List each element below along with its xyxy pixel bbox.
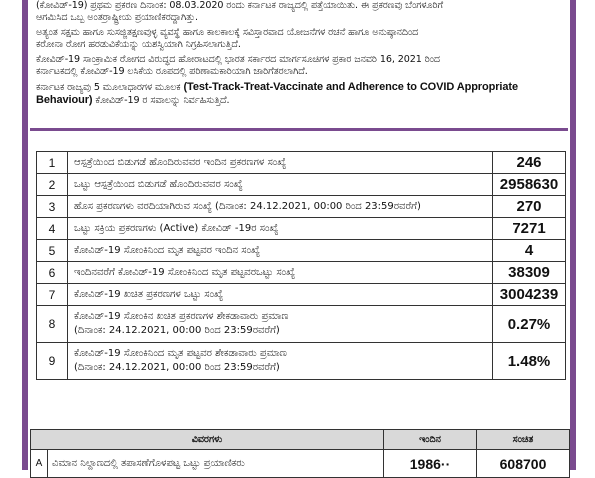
row-value: 246: [493, 152, 566, 174]
row-description-text: ಆಸ್ಪತ್ರೆಯಿಂದ ಬಿಡುಗಡೆ ಹೊಂದಿರುವವರ ಇಂದಿನ ಪ್ರಕರಣಗಳ ಸಂಖ್ಯೆ: [74, 156, 287, 168]
intro-english-text: (Test-Track-Treat-Vaccinate and Adherence to COVID Appropriate: [183, 81, 518, 93]
intro-kannada-text: ಕರ್ನಾಟಕ ರಾಜ್ಯವು 5 ಮೂಲಾಧಾರಗಳ ಮೂಲಕ: [36, 82, 181, 93]
stats-row: [37, 284, 566, 306]
row-serial-number: 1: [37, 152, 68, 174]
row-value: 270: [493, 196, 566, 218]
row-serial-number: 8: [37, 306, 68, 343]
row-value: 0.27%: [493, 306, 566, 343]
intro-line: ಕರ್ನಾಟಕದಲ್ಲಿ ಕೋವಿಡ್-19 ಲಸಿಕೆಯ ರೂಪದಲ್ಲಿ ಪರಿಣಾಮಕಾರಿಯಾಗಿ ಜಾರಿಗೆತರಲಾಗಿದೆ.: [36, 66, 308, 77]
row-serial-number: 4: [37, 218, 68, 240]
row-serial-number: 5: [37, 240, 68, 262]
left-border-bar: [22, 0, 28, 470]
row-description: [68, 196, 493, 218]
row-value: 4: [493, 240, 566, 262]
row-serial-number: 2: [37, 174, 68, 196]
stats-row: [37, 240, 566, 262]
stats-row: [37, 262, 566, 284]
row-description-text: ಕೋವಿಡ್-19 ಖಚಿತ ಪ್ರಕರಣಗಳ ಒಟ್ಟು ಸಂಖ್ಯೆ: [74, 288, 224, 300]
row-description: ವಿಮಾನ ನಿಲ್ದಾಣದಲ್ಲಿ ತಪಾಸಣೆಗೊಳಪಟ್ಟ ಒಟ್ಟು ಪ್ರಯಾಣಿಕರು: [48, 450, 384, 478]
row-date-range: (ದಿನಾಂಕ: 24.12.2021, 00:00 ರಿಂದ 23:59ರವರೆಗೆ): [74, 362, 280, 373]
row-value: 3004239: [493, 284, 566, 306]
row-description: [68, 343, 493, 380]
intro-line: (ಕೋವಿಡ್-19) ಪ್ರಥಮ ಪ್ರಕರಣ ದಿನಾಂಕ: 08.03.2020 ರಂದು ಕರ್ನಾಟಕ ರಾಜ್ಯದಲ್ಲಿ ಪತ್ತೆಯಾಯಿತು. ಈ ಪ್ರಕರಣವು ಬೆಂಗಳೂರಿಗೆ: [36, 0, 443, 11]
row-description: [68, 306, 493, 343]
intro-line: ಕರೋನಾ ರೋಗ ಹರಡುವಿಕೆಯನ್ನು ಯಶಸ್ವಿಯಾಗಿ ನಿಗ್ರಹಿಸಲಾಗುತ್ತಿದೆ.: [36, 39, 241, 50]
row-description-text: ಕೋವಿಡ್-19 ಸೋಂಕಿನಿಂದ ಮೃತ ಪಟ್ಟವರ ಇಂದಿನ ಸಂಖ್ಯೆ: [74, 244, 261, 256]
header-today: ಇಂದಿನ: [384, 430, 477, 450]
stats-row: [37, 218, 566, 240]
row-value: 2958630: [493, 174, 566, 196]
row-description-text: ಒಟ್ಟು ಸಕ್ರಿಯ ಪ್ರಕರಣಗಳು (Active) ಕೋವಿಡ್ -19ರ ಸಂಖ್ಯೆ: [74, 222, 279, 234]
stats-row: [37, 152, 566, 174]
row-today-value: 1986··: [384, 450, 477, 478]
row-cumulative-value: 608700: [477, 450, 570, 478]
covid-stats-table: [36, 151, 566, 380]
intro-kannada-text: ಕೋವಿಡ್-19 ರ ಸವಾಲನ್ನು ನಿರ್ವಹಿಸುತ್ತಿದೆ.: [95, 95, 230, 106]
intro-line: ಅತ್ಯಂತ ಸಕ್ಷಮ ಹಾಗೂ ಸುಸಜ್ಜಿತಕ್ಷಣವುಳ್ಳ ವ್ಯವಸ್ಥೆ ಹಾಗೂ ಕಾಲಕಾಲಕ್ಕೆ ಸವಿಸ್ತಾರವಾದ ಯೋಜನೆಗಳ ರಚನೆ ಹಾಗೂ ಅನುಷ್ಠಾನದಿಂದ: [36, 27, 419, 38]
row-description-text: ಹೊಸ ಪ್ರಕರಣಗಳು ವರದಿಯಾಗಿರುವ ಸಂಖ್ಯೆ (ದಿನಾಂಕ: 24.12.2021, 00:00 ರಿಂದ 23:59ರವರೆಗೆ): [74, 200, 421, 212]
row-serial-number: 6: [37, 262, 68, 284]
row-value: 38309: [493, 262, 566, 284]
right-border-bar: [570, 0, 576, 470]
airport-screening-table: [30, 429, 570, 478]
stats-row: [37, 343, 566, 380]
intro-english-text: Behaviour): [36, 94, 93, 106]
row-description-text: ಒಟ್ಟು ಆಸ್ಪತ್ರೆಯಿಂದ ಬಿಡುಗಡೆ ಹೊಂದಿರುವವರ ಸಂಖ್ಯೆ: [74, 178, 243, 190]
row-letter: A: [31, 450, 48, 478]
row-description: [68, 262, 493, 284]
intro-text-box: [30, 0, 568, 131]
stats-row: [37, 196, 566, 218]
table-header-row: [31, 430, 570, 450]
row-description-text: ಕೋವಿಡ್-19 ಸೋಂಕಿನಿಂದ ಮೃತ ಪಟ್ಟವರ ಶೇಕಡಾವಾರು ಪ್ರಮಾಣ: [74, 348, 287, 359]
row-description: [68, 218, 493, 240]
row-value: 1.48%: [493, 343, 566, 380]
intro-line: [30, 81, 568, 94]
intro-line: ಕೋವಿಡ್-19 ಸಾಂಕ್ರಾಮಿಕ ರೋಗದ ವಿರುದ್ಧದ ಹೋರಾಟದಲ್ಲಿ ಭಾರತ ಸರ್ಕಾರದ ಮಾರ್ಗಸೂಚಿಗಳ ಪ್ರಕಾರ ಜನವರಿ 16, 2021 ರಿಂದ: [36, 54, 441, 65]
row-serial-number: 9: [37, 343, 68, 380]
row-serial-number: 3: [37, 196, 68, 218]
row-description: [68, 240, 493, 262]
stats-row: [37, 306, 566, 343]
header-details: ವಿವರಗಳು: [31, 430, 384, 450]
row-serial-number: 7: [37, 284, 68, 306]
row-date-range: (ದಿನಾಂಕ: 24.12.2021, 00:00 ರಿಂದ 23:59ರವರೆಗೆ): [74, 325, 280, 336]
row-description: [68, 174, 493, 196]
row-description: [68, 152, 493, 174]
row-description: [68, 284, 493, 306]
header-cumulative: ಸಂಚಿತ: [477, 430, 570, 450]
row-description-text: ಕೋವಿಡ್-19 ಸೋಂಕಿನ ಖಚಿತ ಪ್ರಕರಣಗಳ ಶೇಕಡಾವಾರು ಪ್ರಮಾಣ: [74, 311, 289, 322]
row-value: 7271: [493, 218, 566, 240]
table-row: [31, 450, 570, 478]
stats-row: [37, 174, 566, 196]
intro-line: [30, 94, 568, 107]
intro-line: ಆಗಮಿಸಿದ ಒಬ್ಬ ಅಂತರ್ರಾಷ್ಟ್ರೀಯ ಪ್ರಯಾಣಿಕರದ್ದಾಗಿತ್ತು.: [36, 12, 198, 23]
row-description-text: ಇಂದಿನವರೆಗೆ ಕೋವಿಡ್-19 ಸೋಂಕಿನಿಂದ ಮೃತ ಪಟ್ಟವರಒಟ್ಟು ಸಂಖ್ಯೆ: [74, 266, 296, 278]
